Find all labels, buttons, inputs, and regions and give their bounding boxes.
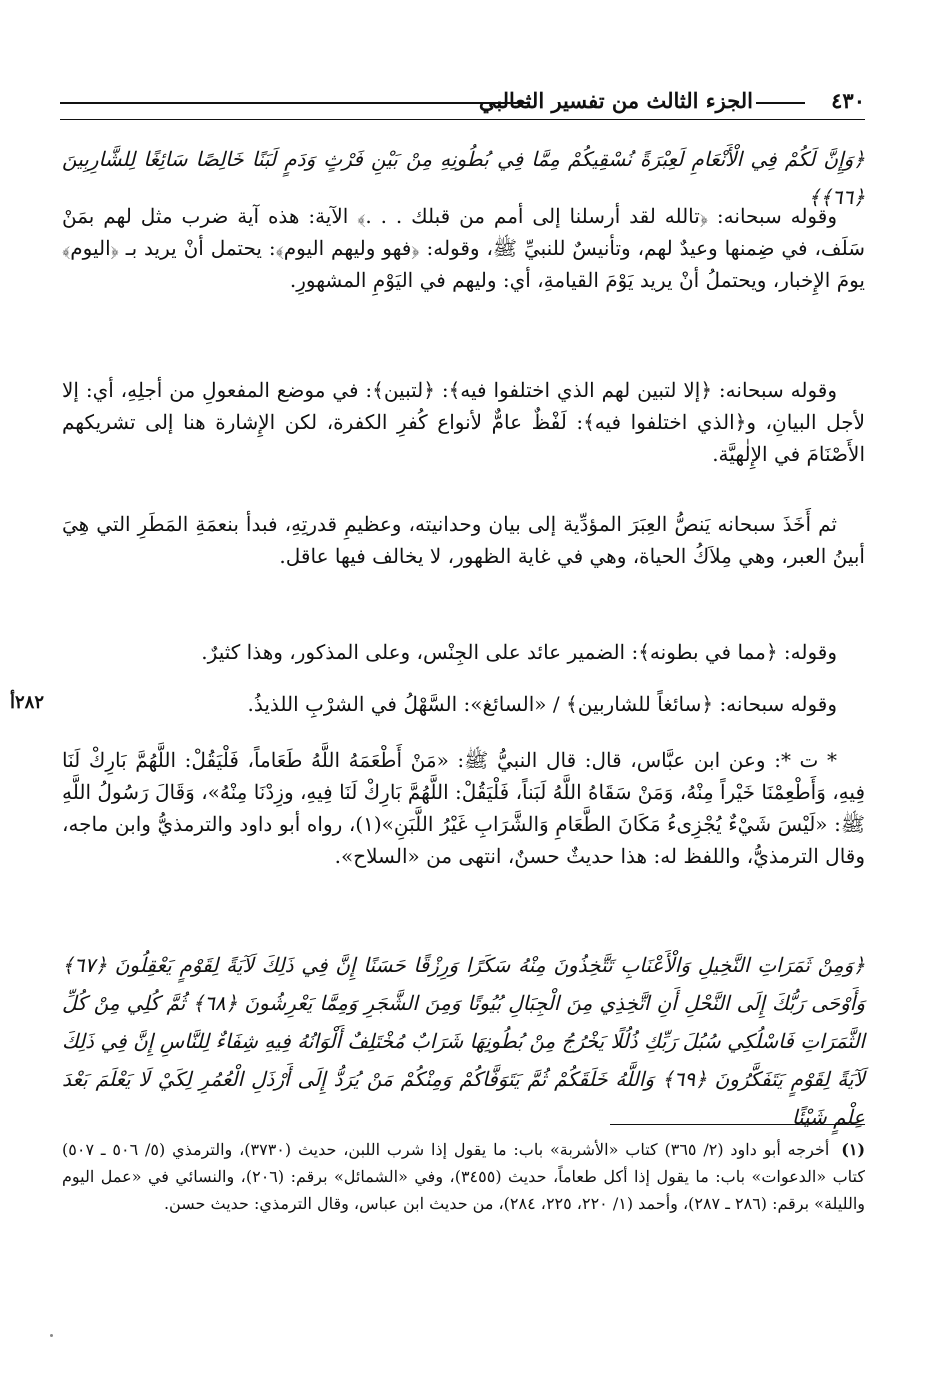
margin-folio-note: ٢٨٢أ: [10, 692, 45, 713]
page-number: ٤٣٠: [831, 88, 865, 113]
paragraph-1: [62, 200, 865, 296]
paragraph-3: [62, 508, 865, 572]
paragraph-5-text: وقوله سبحانه: ﴿سائغاً للشاربين﴾ / «السائغ»: السَّهْلُ في الشرْبِ اللذيذُ.: [247, 692, 837, 716]
page-speck: [50, 1334, 53, 1337]
paragraph-2-text: وقوله سبحانه: ﴿إلا لتبين لهم الذي اختلفوا فيه﴾: ﴿لتبين﴾: في موضع المفعولِ من أجلِهِ، أي: إلا لأجل البيانِ، و﴿الذي اختلفوا فيه﴾: لَفْظٌ عامٌّ لأنواع كُفرِ الكفرة، لكن الإِشارة هنا إلى تشريكهم الأَصْنَامَ في الإِلٰهيَّة.: [62, 378, 865, 466]
paragraph-1-text: وقوله سبحانه: ﴿تالله لقد أرسلنا إلى أمم من قبلك . . .﴾ الآية: هذه آية ضرب مثل لهم بمَنْ سَلَف، في ضِمنها وعيدٌ لهم، وتأنيسٌ للنبيِّ ﷺ، وقوله: ﴿فهو وليهم اليوم﴾: يحتمل أنْ يريد بـ ﴿اليوم﴾ يومَ الإِخبار، ويحتملُ أنْ يريد يَوْمَ القيامةِ، أي: وليهم في اليَوْمِ المشهورِ.: [62, 204, 865, 292]
paragraph-2: [62, 374, 865, 470]
paragraph-6: [62, 744, 865, 872]
header-underline: [60, 119, 865, 120]
footnote: [62, 1136, 865, 1217]
footnote-number: (١): [841, 1140, 866, 1159]
footnote-separator: [610, 1124, 865, 1125]
paragraph-3-text: ثم أَخَذَ سبحانه يَنصُّ العِبَرَ المؤدِّية إلى بيان وحدانيته، وعظيمِ قدرتِهِ، فبدأ بنعمَةِ المَطَرِ التي هِيَ أبينُ العبر، وهي مِلاَكُ الحياة، وهي في غاية الظهور، لا يخالف فيها عاقل.: [62, 512, 865, 568]
paragraph-5: [62, 688, 865, 720]
header-rule-short: [756, 102, 805, 104]
header-title: الجزء الثالث من تفسير الثعالبي: [478, 88, 753, 113]
footnote-text: أخرجه أبو داود (٢/ ٣٦٥) كتاب «الأشربة» باب: ما يقول إذا شرب اللبن، حديث (٣٧٣٠)، والترمذي (٥/ ٥٠٦ ـ ٥٠٧) كتاب «الدعوات» باب: ما يقول إذا أكل طعاماً، حديث (٣٤٥٥)، وفي «الشمائل» برقم: (٢٠٦)، والنسائي في «عمل اليوم والليلة» برقم: (٢٨٦ ـ ٢٨٧)، وأحمد (١/ ٢٢٠، ٢٢٥، ٢٨٤)، من حديث ابن عباس، وقال الترمذي: حديث حسن.: [62, 1140, 865, 1213]
paragraph-4: [62, 636, 865, 668]
header-rule-long: [60, 102, 530, 104]
paragraph-6-text: * ت *: وعن ابن عبَّاس، قال: قال النبيُّ ﷺ: «مَنْ أَطْعَمَهُ اللَّهُ طَعَاماً، فَلْيَقُلْ: اللَّهُمَّ بَارِكْ لَنَا فِيهِ، وَأَطْعِمْنَا خَيْراً مِنْهُ، وَمَنْ سَقَاهُ اللَّهُ لَبَناً، فَلْيَقُلْ: اللَّهُمَّ بَارِكْ لَنَا فِيهِ، وزِدْنَا مِنْهُ»، وَقَالَ رَسُولُ اللَّهِ ﷺ: «لَيْسَ شَيْءٌ يُجْزِىءُ مَكَانَ الطَّعَامِ وَالشَّرَابِ غَيْرُ اللَّبَنِ»(١)، رواه أبو داود والترمذيُّ وابن ماجه، وقال الترمذيُّ، واللفظ له: هذا حديثٌ حسنٌ، انتهى من «السلاح».: [62, 748, 865, 868]
paragraph-4-text: وقوله: ﴿مما في بطونه﴾: الضمير عائد على الجِنْس، وعلى المذكور، وهذا كثيرٌ.: [201, 640, 837, 664]
quran-verse-66: ﴿وَإِنَّ لَكُمْ فِي الْأَنْعَامِ لَعِبْرَةً نُسْقِيكُمْ مِمَّا فِي بُطُونِهِ مِنْ بَيْنِ فَرْثٍ وَدَمٍ لَبَنًا خَالِصًا سَائِغًا لِلشَّارِبِينَ ﴿٦٦﴾﴾: [62, 147, 865, 209]
quran-verses-67-70: ﴿وَمِنْ ثَمَرَاتِ النَّخِيلِ وَالْأَعْنَابِ تَتَّخِذُونَ مِنْهُ سَكَرًا وَرِزْقًا حَسَنًا إِنَّ فِي ذَلِكَ لَآيَةً لِقَوْمٍ يَعْقِلُونَ ﴿٦٧﴾ وَأَوْحَى رَبُّكَ إِلَى النَّحْلِ أَنِ اتَّخِذِي مِنَ الْجِبَالِ بُيُوتًا وَمِنَ الشَّجَرِ وَمِمَّا يَعْرِشُونَ ﴿٦٨﴾ ثُمَّ كُلِي مِنْ كُلِّ الثَّمَرَاتِ فَاسْلُكِي سُبُلَ رَبِّكِ ذُلُلًا يَخْرُجُ مِنْ بُطُونِهَا شَرَابٌ مُخْتَلِفٌ أَلْوَانُهُ فِيهِ شِفَاءٌ لِلنَّاسِ إِنَّ فِي ذَلِكَ لَآيَةً لِقَوْمٍ يَتَفَكَّرُونَ ﴿٦٩﴾ وَاللَّهُ خَلَقَكُمْ ثُمَّ يَتَوَفَّاكُمْ وَمِنْكُمْ مَنْ يُرَدُّ إِلَى أَرْذَلِ الْعُمُرِ لِكَيْ لَا يَعْلَمَ بَعْدَ عِلْمٍ شَيْئًا: [62, 953, 866, 1129]
running-header: [60, 88, 865, 118]
